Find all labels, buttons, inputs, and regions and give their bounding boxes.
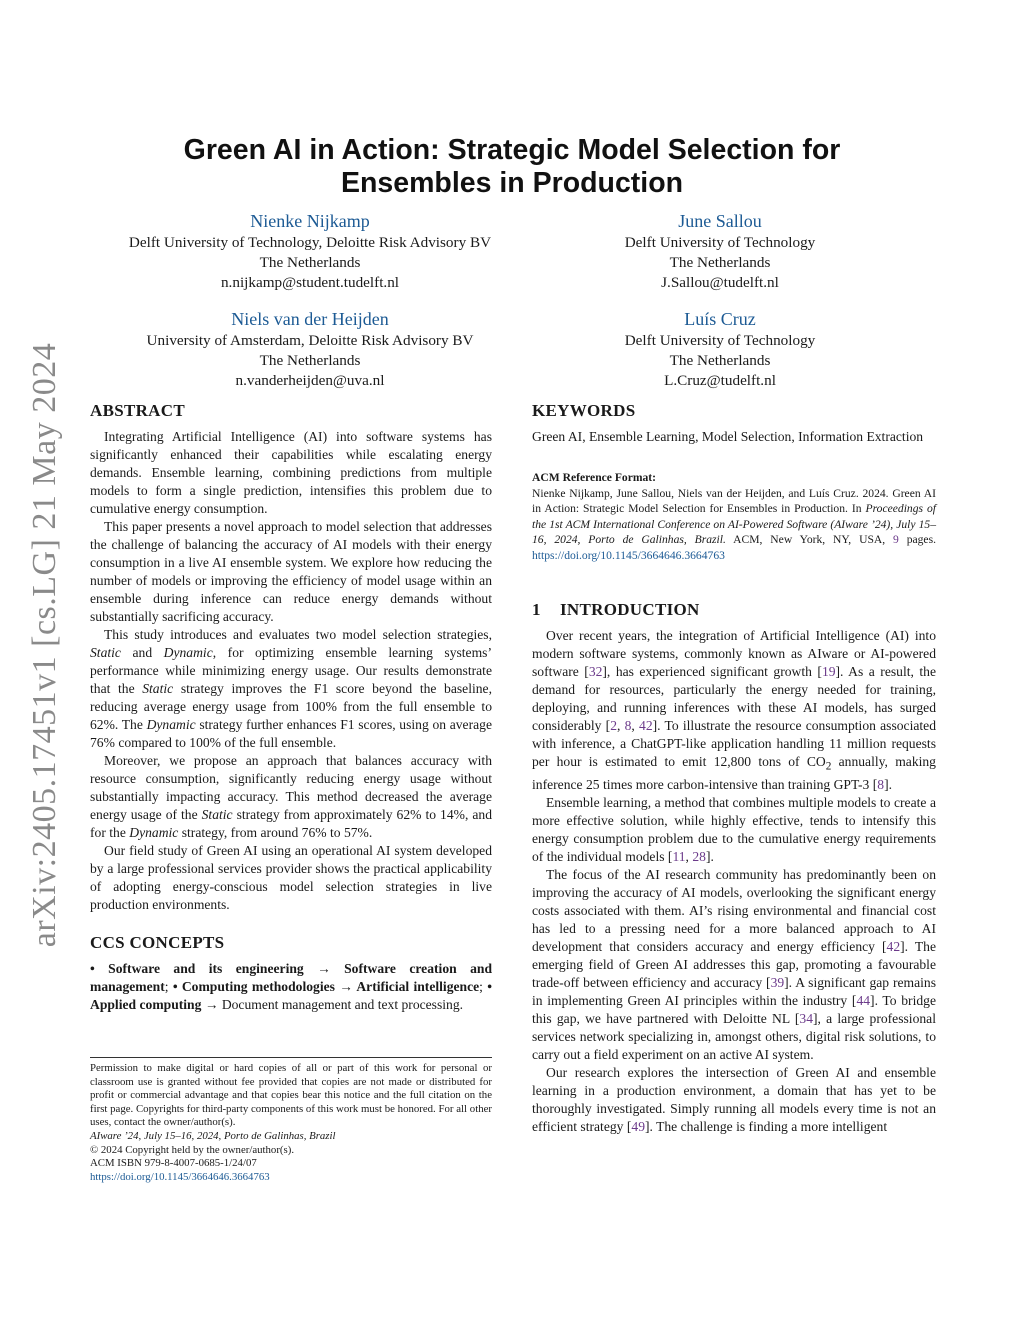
arxiv-stamp: [22, 342, 68, 948]
intro-paragraph: Over recent years, the integration of Artificial Intelligence (AI) into modern software systems, commonly known as AIware or AI-powered software [32], has experienced significant growth [19]. As a result, the demand for resources, particularly the energy needed for training, deploying, and running inferences with these AI models, has surged considerably [2, 8, 42]. To illustrate the resource consumption associated with inference, a ChatGPT-like application handling 11 million requests per hour is estimated to emit 12,800 tons of $CO_2$ annually, making inference 25 times more carbon-intensive than training GPT-3 [8].: [532, 628, 936, 792]
citation-link[interactable]: 44: [856, 992, 871, 1008]
section-heading: 1 INTRODUCTION: [532, 600, 700, 619]
author-name[interactable]: Nienke Nijkamp: [250, 211, 370, 231]
citation-link[interactable]: 8: [877, 776, 885, 792]
page-count-link[interactable]: 9: [893, 533, 899, 546]
citation-link[interactable]: 28: [692, 848, 706, 864]
author-email: n.vanderheijden@uva.nl: [235, 372, 385, 389]
doi-link[interactable]: https://doi.org/10.1145/3664646.3664763: [90, 1170, 270, 1183]
author-name[interactable]: Niels van der Heijden: [231, 309, 389, 329]
ccs-concepts: • Software and its engineering → Software creation and management; • Computing methodologies → Artificial intelligence; • Applied computing → Document management and text processing.: [90, 961, 492, 1012]
paper-title: Green AI in Action: Strategic Model Selection for Ensembles in Production: [183, 134, 841, 199]
isbn: ACM ISBN 979-8-4007-0685-1/24/07: [90, 1157, 257, 1170]
citation-link[interactable]: 19: [821, 664, 836, 679]
author-country: The Netherlands: [259, 352, 361, 369]
citation-link[interactable]: 34: [799, 1010, 813, 1026]
doi-link[interactable]: https://doi.org/10.1145/3664646.3664763: [532, 548, 725, 562]
author-block: [500, 210, 940, 293]
intro-paragraph: Our research explores the intersection of Green AI and ensemble learning in a production environment, a domain that has yet to be thoroughly investigated. Simply running all models every time is not an efficient strategy [49]. The challenge is finding a more intelligent: [532, 1064, 936, 1134]
citation-link[interactable]: 8: [624, 718, 632, 733]
author-email: n.nijkamp@student.tudelft.nl: [220, 274, 400, 291]
intro-paragraph: Ensemble learning, a method that combines multiple models to create a more effective solution, while highly effective, tends to intensify this energy consumption problem due to the cumulative energy requirements of the individual models [11, 28].: [532, 794, 936, 864]
abstract-paragraph: This study introduces and evaluates two model selection strategies, Static and Dynamic, for optimizing ensemble learning systems’ performance while minimizing energy usage. Our results demonstrate that the Static strategy improves the F1 score beyond the baseline, reducing average energy usage from 100% from the full ensemble to 62%. The Dynamic strategy further enhances F1 scores, using on average 76% compared to 100% of the full ensemble.: [90, 627, 492, 750]
citation-link[interactable]: 39: [770, 974, 785, 990]
left-column: [90, 400, 492, 1014]
acm-reference-text: Nienke Nijkamp, June Sallou, Niels van der Heijden, and Luís Cruz. 2024. Green AI in Action: Strategic Model Selection for Ensembles in Production. In Proceedings of the 1st ACM International Conference on AI-Powered Software (AIware ’24), July 15–16, 2024, Porto de Galinhas, Brazil. ACM, New York, NY, USA, 9 pages. https://doi.org/10.1145/3664646.3664763: [532, 486, 936, 562]
citation-link[interactable]: 11: [672, 848, 686, 864]
copyright: © 2024 Copyright held by the owner/author(s).: [90, 1143, 295, 1156]
author-block: [90, 308, 530, 391]
author-country: The Netherlands: [669, 352, 771, 369]
author-country: The Netherlands: [669, 254, 771, 271]
citation-link[interactable]: 32: [588, 664, 603, 679]
author-affiliation: Delft University of Technology: [624, 234, 816, 251]
intro-paragraph: The focus of the AI research community has predominantly been on improving the accuracy of AI models, overlooking the significant energy costs associated with them. AI’s rising environmental and financial cost has led to a pressing need for a more balanced approach to AI development that considers accuracy and energy efficiency [42]. The emerging field of Green AI addresses this gap, promoting a favourable trade-off between efficiency and accuracy [39]. A significant gap remains in implementing Green AI principles within the industry [44]. To bridge this gap, we have partnered with Deloitte NL [34], a large professional services network specializing in, amongst others, digital risk solutions, to carry out a field experiment on an active AI system.: [532, 866, 937, 1062]
arxiv-identifier: arXiv:2405.17451v1 [cs.LG] 21 May 2024: [26, 342, 64, 948]
abstract-paragraph: This paper presents a novel approach to model selection that addresses the challenge of balancing the accuracy of AI models with their energy consumption in a live AI ensemble system. We explore how reducing the number of models or improving the efficiency of model usage within an ensemble during inference can reduce energy demands without substantially sacrificing accuracy.: [90, 519, 492, 624]
citation-link[interactable]: 42: [639, 718, 653, 733]
author-block: [500, 308, 940, 391]
footnote: [90, 1062, 492, 1184]
acm-reference-label: ACM Reference Format:: [532, 471, 657, 484]
permission-notice: Permission to make digital or hard copies of all or part of this work for personal or classroom use is granted without fee provided that copies are not made or distributed for profit or commercial advantage and that copies bear this notice and the full citation on the first page. Copyrights for third-party components of this work must be honored. For all other uses, contact the owner/author(s).: [90, 1062, 492, 1129]
citation-link[interactable]: 42: [886, 938, 901, 954]
acm-reference: [532, 470, 936, 563]
author-affiliation: Delft University of Technology, Deloitte Risk Advisory BV: [128, 234, 492, 251]
author-email: J.Sallou@tudelft.nl: [661, 274, 779, 291]
right-column: [532, 400, 936, 1136]
author-affiliation: Delft University of Technology: [624, 332, 816, 349]
author-name[interactable]: June Sallou: [678, 211, 762, 231]
abstract-paragraph: Integrating Artificial Intelligence (AI) into software systems has significantly enhanced their capabilities while escalating energy demands. Ensemble learning, combining predictions from multiple models to form a single prediction, intensifies this problem due to cumulative energy consumption.: [90, 429, 492, 516]
abstract-paragraph: Our field study of Green AI using an operational AI system developed by a large professional services provider shows the practical applicability of adopting energy-conscious model selection strategies in live production environments.: [90, 843, 492, 912]
author-block: [90, 210, 530, 293]
citation-link[interactable]: 49: [631, 1118, 645, 1134]
abstract-paragraph: Moreover, we propose an approach that balances accuracy with resource consumption, significantly reducing energy usage without substantially impacting accuracy. This method decreased the average energy usage of the Static strategy from approximately 62% to 14%, and for the Dynamic strategy, from around 76% to 57%.: [90, 753, 492, 840]
keywords-heading: KEYWORDS: [532, 401, 636, 420]
author-affiliation: University of Amsterdam, Deloitte Risk Advisory BV: [146, 332, 474, 349]
citation-link[interactable]: 2: [610, 718, 617, 733]
keywords-text: Green AI, Ensemble Learning, Model Selection, Information Extraction: [532, 429, 924, 444]
footnote-divider: [90, 1057, 492, 1058]
ccs-heading: CCS CONCEPTS: [90, 933, 225, 952]
abstract-heading: ABSTRACT: [90, 401, 185, 420]
author-email: L.Cruz@tudelft.nl: [664, 372, 776, 389]
author-name[interactable]: Luís Cruz: [684, 309, 756, 329]
author-country: The Netherlands: [259, 254, 361, 271]
venue: AIware ’24, July 15–16, 2024, Porto de Galinhas, Brazil: [90, 1129, 336, 1142]
